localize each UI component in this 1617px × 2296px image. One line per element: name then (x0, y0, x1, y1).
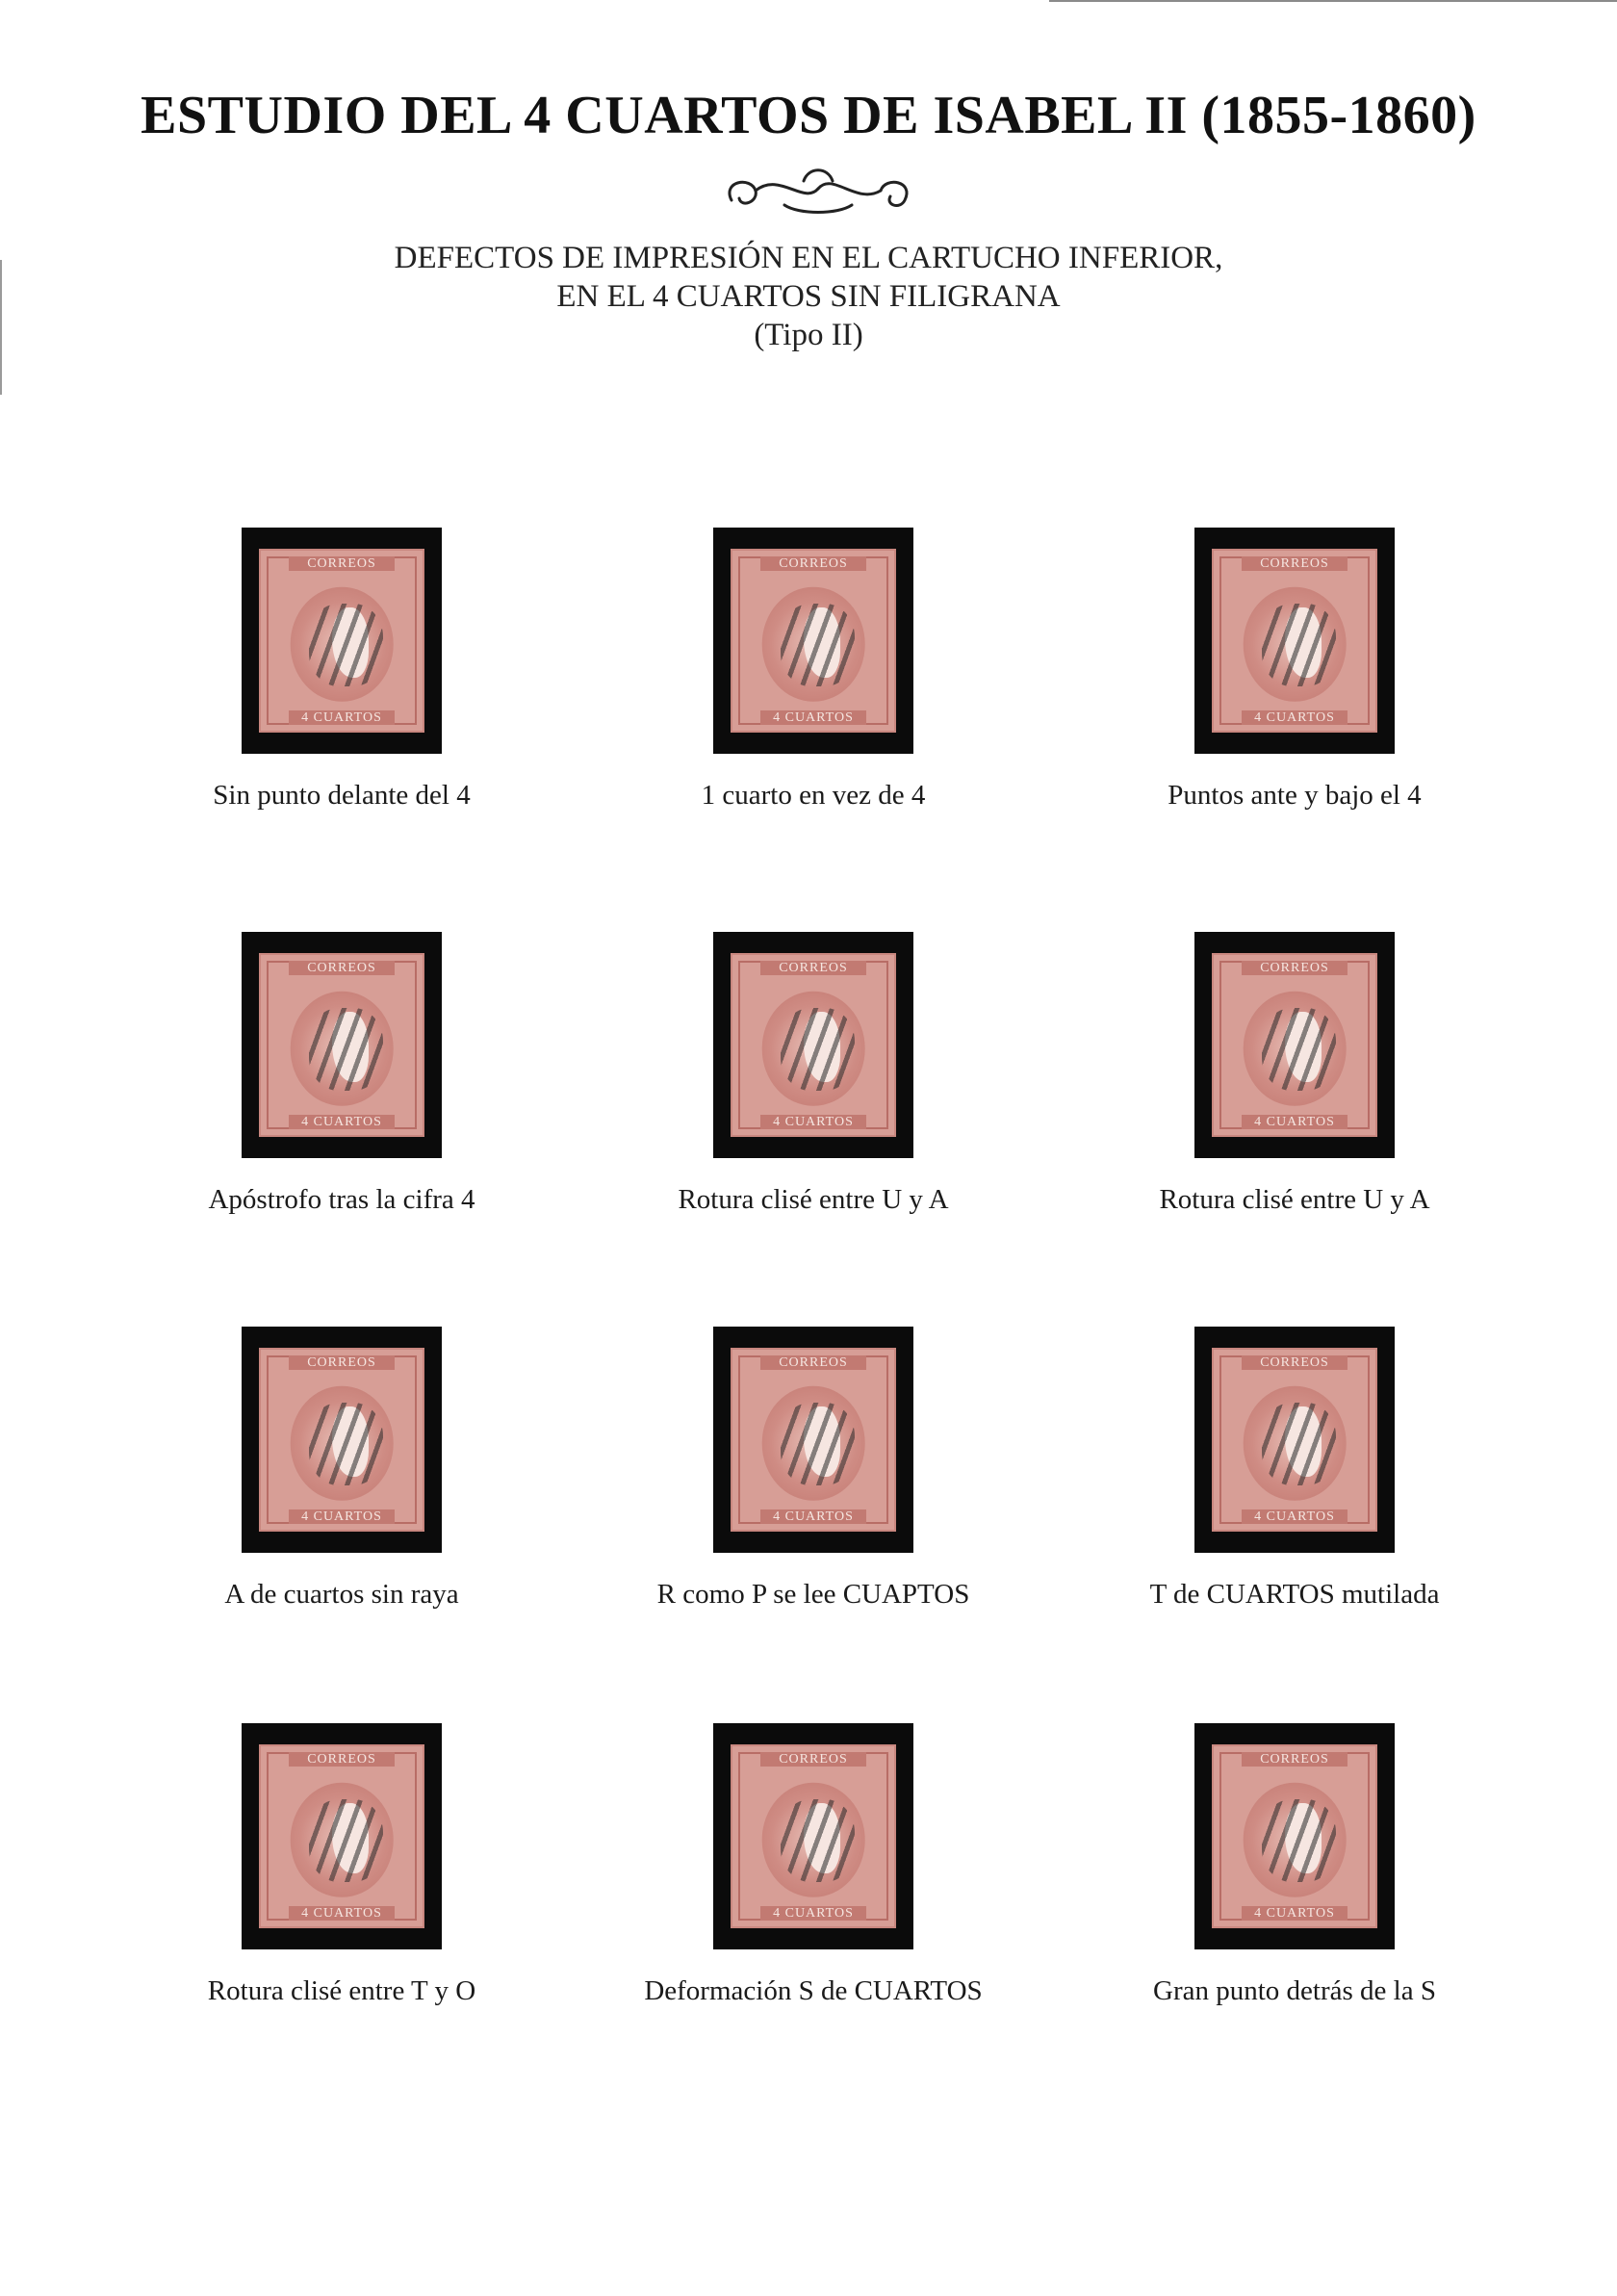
stamp-band-bottom: 4 CUARTOS (1242, 1906, 1348, 1921)
stamp-band-top: CORREOS (760, 1752, 866, 1767)
postmark-cancel-icon (1262, 1799, 1336, 1882)
subtitle-line-3: (Tipo II) (754, 318, 863, 352)
stamp-band-bottom: 4 CUARTOS (1242, 710, 1348, 725)
stamp-band-top: CORREOS (289, 961, 395, 975)
stamp-caption: Puntos ante y bajo el 4 (1168, 780, 1422, 811)
stamp-mount (713, 1327, 913, 1553)
stamp-band-bottom: 4 CUARTOS (760, 1906, 866, 1921)
stamp-mount (713, 1723, 913, 1949)
stamp-band-bottom: 4 CUARTOS (289, 1906, 395, 1921)
stamp-caption: Deformación S de CUARTOS (644, 1975, 983, 2006)
stamp-image (731, 1348, 896, 1532)
stamp-image (731, 953, 896, 1137)
stamp-mount (242, 1327, 442, 1553)
postmark-cancel-icon (309, 1403, 383, 1485)
stamp-image (259, 549, 424, 733)
stamp-caption: Rotura clisé entre U y A (1159, 1184, 1430, 1215)
stamp-mount (1194, 1723, 1395, 1949)
stamp-band-bottom: 4 CUARTOS (289, 1509, 395, 1524)
postmark-cancel-icon (1262, 604, 1336, 686)
stamp-mount (1194, 528, 1395, 754)
stamp-band-top: CORREOS (760, 556, 866, 571)
stamp-image (731, 549, 896, 733)
stamp-band-bottom: 4 CUARTOS (760, 1509, 866, 1524)
postmark-cancel-icon (309, 1799, 383, 1882)
stamp-caption: Rotura clisé entre T y O (207, 1975, 476, 2006)
stamp-caption: Apóstrofo tras la cifra 4 (208, 1184, 475, 1215)
subtitle-line-2: EN EL 4 CUARTOS SIN FILIGRANA (556, 279, 1061, 314)
stamp-band-top: CORREOS (760, 1355, 866, 1370)
stamp-mount (1194, 1327, 1395, 1553)
stamp-band-top: CORREOS (1242, 556, 1348, 571)
stamp-caption: Gran punto detrás de la S (1153, 1975, 1436, 2006)
stamp-band-bottom: 4 CUARTOS (1242, 1509, 1348, 1524)
stamp-band-bottom: 4 CUARTOS (760, 710, 866, 725)
stamp-mount (242, 528, 442, 754)
stamp-image (259, 953, 424, 1137)
postmark-cancel-icon (1262, 1403, 1336, 1485)
stamp-image (1212, 1744, 1377, 1928)
stamp-image (1212, 953, 1377, 1137)
stamp-band-top: CORREOS (760, 961, 866, 975)
postmark-cancel-icon (1262, 1008, 1336, 1091)
stamp-band-top: CORREOS (1242, 1752, 1348, 1767)
stamp-band-top: CORREOS (289, 556, 395, 571)
postmark-cancel-icon (781, 604, 855, 686)
postmark-cancel-icon (309, 604, 383, 686)
stamp-band-bottom: 4 CUARTOS (289, 1115, 395, 1129)
stamp-caption: Rotura clisé entre U y A (678, 1184, 949, 1215)
stamp-band-top: CORREOS (1242, 961, 1348, 975)
page-subtitle (0, 239, 1617, 354)
stamp-image (731, 1744, 896, 1928)
postmark-cancel-icon (781, 1403, 855, 1485)
stamp-caption: A de cuartos sin raya (224, 1579, 459, 1610)
subtitle-line-1: DEFECTOS DE IMPRESIÓN EN EL CARTUCHO INFERIOR, (394, 241, 1223, 275)
stamp-image (259, 1744, 424, 1928)
stamp-image (259, 1348, 424, 1532)
stamp-mount (713, 528, 913, 754)
stamp-caption: Sin punto delante del 4 (213, 780, 471, 811)
ornament-icon (712, 162, 924, 229)
stamp-caption: 1 cuarto en vez de 4 (701, 780, 926, 811)
stamp-band-top: CORREOS (1242, 1355, 1348, 1370)
page-title: ESTUDIO DEL 4 CUARTOS DE ISABEL II (1855-1860) (141, 86, 1476, 145)
stamp-mount (242, 932, 442, 1158)
stamp-image (1212, 1348, 1377, 1532)
stamp-band-top: CORREOS (289, 1355, 395, 1370)
top-edge-rule (1049, 0, 1617, 2)
stamp-mount (1194, 932, 1395, 1158)
stamp-mount (242, 1723, 442, 1949)
stamp-mount (713, 932, 913, 1158)
stamp-band-bottom: 4 CUARTOS (760, 1115, 866, 1129)
stamp-caption: R como P se lee CUAPTOS (656, 1579, 970, 1610)
stamp-band-top: CORREOS (289, 1752, 395, 1767)
stamp-caption: T de CUARTOS mutilada (1149, 1579, 1440, 1610)
stamp-band-bottom: 4 CUARTOS (289, 710, 395, 725)
stamp-image (1212, 549, 1377, 733)
postmark-cancel-icon (309, 1008, 383, 1091)
postmark-cancel-icon (781, 1008, 855, 1091)
postmark-cancel-icon (781, 1799, 855, 1882)
stamp-band-bottom: 4 CUARTOS (1242, 1115, 1348, 1129)
